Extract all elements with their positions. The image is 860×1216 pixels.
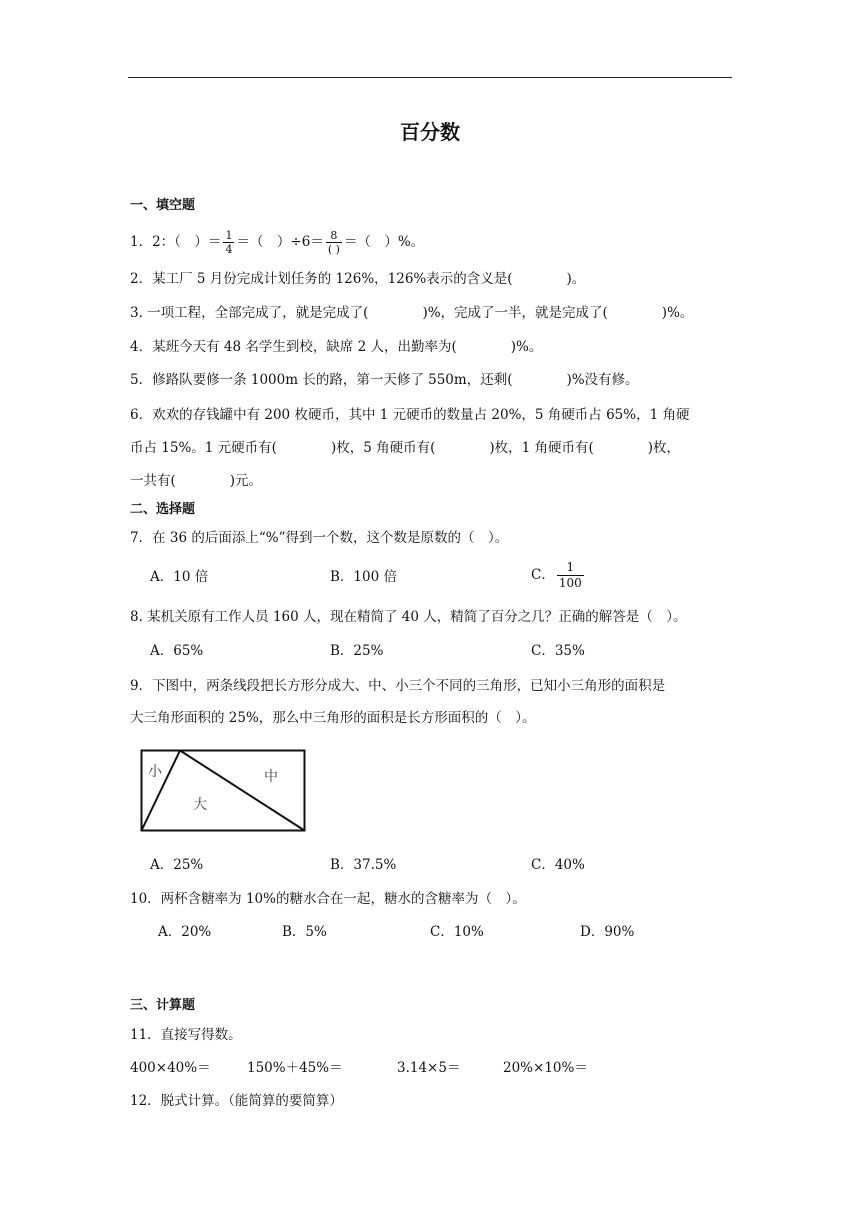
figure-line-diagonal	[180, 751, 305, 831]
label-big: 大	[193, 797, 207, 813]
question-4: 4．某班今天有 48 名学生到校，缺席 2 人，出勤率为( )%。	[130, 339, 543, 355]
question-8: 8. 某机关原有工作人员 160 人，现在精简了 40 人，精简了百分之几？正确的解答是（ ）。	[130, 609, 687, 625]
q7-option-a[interactable]: A．10 倍	[150, 569, 209, 585]
expr-3: 3.14×5＝	[397, 1060, 461, 1076]
label-mid: 中	[264, 769, 278, 785]
question-3: 3. 一项工程，全部完成了，就是完成了( )%，完成了一半，就是完成了( )%。	[130, 305, 694, 321]
question-6-line-1: 6．欢欢的存钱罐中有 200 枚硬币，其中 1 元硬币的数量占 20%，5 角硬币占 65%，1 角硬	[130, 407, 690, 423]
label-small: 小	[148, 764, 162, 780]
q7-option-b[interactable]: B．100 倍	[330, 569, 397, 585]
figure-rectangle	[142, 751, 305, 831]
header-rule	[128, 77, 732, 78]
expr-2: 150%＋45%＝	[247, 1060, 343, 1076]
question-7: 7．在 36 的后面添上“%”得到一个数，这个数是原数的（ ）。	[130, 530, 509, 546]
q10-option-c[interactable]: C．10%	[430, 924, 484, 940]
fraction-1-4: $\frac{1}{4}$	[225, 229, 233, 256]
q7-option-c[interactable]: C． $\frac{1}{100}$	[531, 560, 582, 590]
fraction-8-blank: $\frac{8}{( )}$	[327, 229, 340, 256]
page-title: 百分数	[400, 120, 460, 144]
question-12: 12．脱式计算。（能简算的要简算）	[130, 1093, 343, 1109]
q10-option-d[interactable]: D．90%	[580, 924, 635, 940]
rectangle-triangle-figure	[140, 749, 308, 835]
question-6-line-2: 币占 15%。1 元硬币有( )枚，5 角硬币有( )枚，1 角硬币有( )枚，	[130, 440, 681, 456]
q9-option-a[interactable]: A．25%	[150, 857, 204, 873]
section-calculation: 三、计算题	[130, 998, 196, 1013]
question-2: 2．某工厂 5 月份完成计划任务的 126%，126%表示的含义是( )。	[130, 271, 586, 287]
question-10: 10．两杯含糖率为 10%的糖水合在一起，糖水的含糖率为（ ）。	[130, 891, 526, 907]
expr-4: 20%×10%＝	[503, 1060, 588, 1076]
question-6-line-3: 一共有( )元。	[130, 473, 263, 489]
question-11: 11．直接写得数。	[130, 1027, 242, 1043]
question-1: 1．2：（ ）＝ $\frac{1}{4}$ ＝（ ）÷6＝ $\frac{8}{( )}$ ＝（ ）%。	[130, 229, 425, 256]
question-9-line-1: 9．下图中，两条线段把长方形分成大、中、小三个不同的三角形，已知小三角形的面积是	[130, 678, 666, 694]
figure-line-left	[142, 751, 181, 831]
section-choice: 二、选择题	[130, 502, 196, 517]
q10-option-b[interactable]: B．5%	[282, 924, 327, 940]
q9-option-b[interactable]: B．37.5%	[330, 857, 397, 873]
q10-option-a[interactable]: A．20%	[158, 924, 212, 940]
q8-option-a[interactable]: A．65%	[150, 643, 204, 659]
section-fill-blank: 一、填空题	[130, 198, 196, 213]
question-9-line-2: 大三角形面积的 25%，那么中三角形的面积是长方形面积的（ ）。	[130, 710, 536, 726]
fraction-1-100: $\frac{1}{100}$	[558, 560, 582, 590]
question-5: 5．修路队要修一条 1000m 长的路，第一天修了 550m，还剩( )%没有修。	[130, 372, 639, 388]
q8-option-b[interactable]: B．25%	[330, 643, 384, 659]
q8-option-c[interactable]: C．35%	[531, 643, 585, 659]
q9-option-c[interactable]: C．40%	[531, 857, 585, 873]
expr-1: 400×40%＝	[130, 1060, 211, 1076]
